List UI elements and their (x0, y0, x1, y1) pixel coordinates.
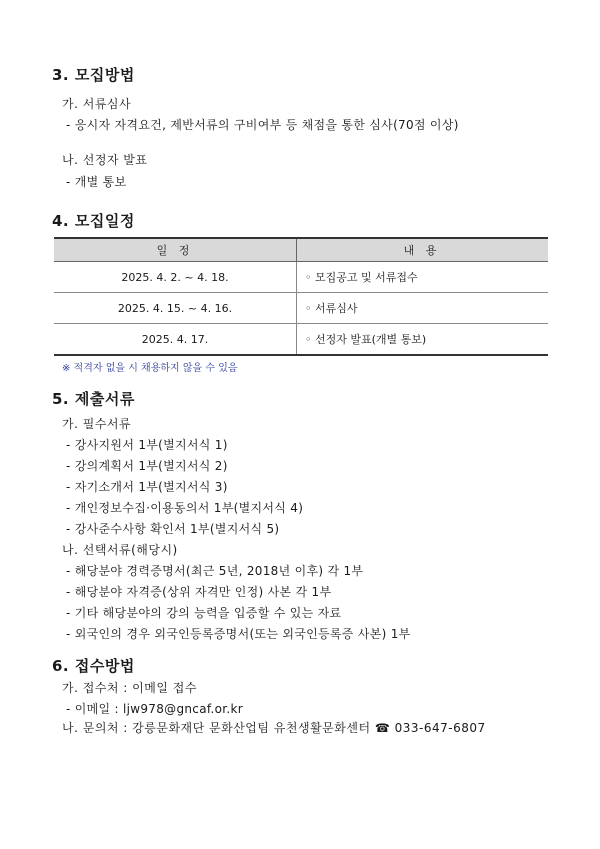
section-5-subheading-b: 나. 선택서류(해당시) (62, 543, 178, 557)
section-5-heading: 5. 제출서류 (52, 390, 135, 408)
section-3-subheading-b: 나. 선정자 발표 (62, 153, 148, 167)
table-cell-content: ◦ 모집공고 및 서류접수 (297, 262, 549, 293)
table-cell-content: ◦ 서류심사 (297, 293, 549, 324)
list-item: - 강사준수사항 확인서 1부(별지서식 5) (66, 522, 280, 536)
email-line: - 이메일 : ljw978@gncaf.or.kr (66, 702, 243, 716)
table-header-row (54, 238, 548, 262)
table-cell-date: 2025. 4. 2. ~ 4. 18. (54, 262, 297, 293)
section-6-contact: 나. 문의처 : 강릉문화재단 문화산업팀 유천생활문화센터 ☎ 033-647-6807 (62, 721, 486, 735)
section-3-heading: 3. 모집방법 (52, 66, 135, 84)
section-3-item-b: - 개별 통보 (66, 175, 127, 189)
table-cell-date: 2025. 4. 17. (54, 324, 297, 356)
list-item: - 기타 해당분야의 강의 능력을 입증할 수 있는 자료 (66, 606, 342, 620)
list-item: - 해당분야 자격증(상위 자격만 인정) 사본 각 1부 (66, 585, 332, 599)
table-header-content: 내 용 (297, 238, 549, 262)
table-cell-date: 2025. 4. 15. ~ 4. 16. (54, 293, 297, 324)
section-5-subheading-a: 가. 필수서류 (62, 417, 132, 431)
table-row (54, 293, 548, 324)
list-item: - 강의계획서 1부(별지서식 2) (66, 459, 228, 473)
table-row (54, 262, 548, 293)
table-row (54, 324, 548, 356)
section-3-subheading-a: 가. 서류심사 (62, 97, 132, 111)
table-cell-content: ◦ 선정자 발표(개별 통보) (297, 324, 549, 356)
list-item: - 외국인의 경우 외국인등록증명서(또는 외국인등록증 사본) 1부 (66, 627, 411, 641)
section-6-subheading-a: 가. 접수처 : 이메일 접수 (62, 681, 197, 695)
table-header-schedule: 일 정 (54, 238, 297, 262)
section-4-heading: 4. 모집일정 (52, 212, 135, 230)
list-item: - 자기소개서 1부(별지서식 3) (66, 480, 228, 494)
list-item: - 해당분야 경력증명서(최근 5년, 2018년 이후) 각 1부 (66, 564, 364, 578)
schedule-table (54, 237, 548, 356)
list-item: - 강사지원서 1부(별지서식 1) (66, 438, 228, 452)
section-6-heading: 6. 접수방법 (52, 657, 135, 675)
list-item: - 개인정보수집·이용동의서 1부(별지서식 4) (66, 501, 304, 515)
section-3-item-a: - 응시자 자격요건, 제반서류의 구비여부 등 채점을 통한 심사(70점 이상) (66, 118, 459, 132)
schedule-note: ※ 적격자 없을 시 채용하지 않을 수 있음 (62, 363, 238, 374)
